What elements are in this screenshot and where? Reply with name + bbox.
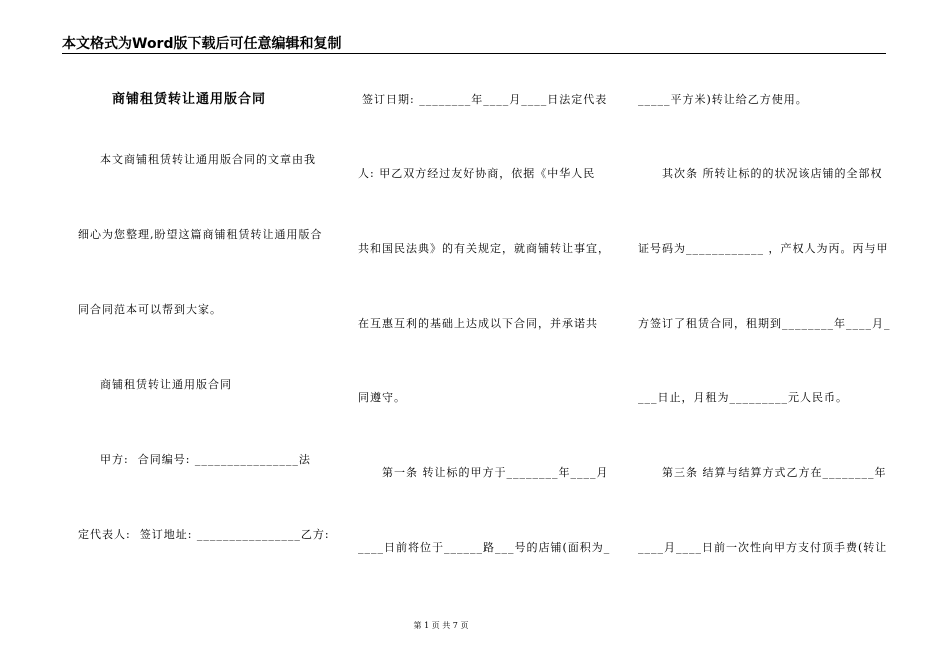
document-title: 商铺租赁转让通用版合同 xyxy=(112,92,267,107)
body-line: 甲方: 合同编号: ________________法 xyxy=(100,453,311,466)
body-line: 细心为您整理,盼望这篇商铺租赁转让通用版合 xyxy=(78,228,323,241)
body-line: 方签订了租赁合同，租期到________年____月_ xyxy=(638,317,891,330)
body-line: 第三条 结算与结算方式乙方在________年 xyxy=(662,466,887,479)
body-line: 本文商铺租赁转让通用版合同的文章由我 xyxy=(100,153,316,166)
body-line: 签订日期: ________年____月____日法定代表 xyxy=(362,93,608,106)
body-line: 共和国民法典》的有关规定，就商铺转让事宜， xyxy=(358,242,610,255)
body-line: ___日止，月租为_________元人民币。 xyxy=(638,391,848,404)
header-rule xyxy=(62,53,886,54)
document-header: 本文格式为Word版下载后可任意编辑和复制 xyxy=(62,36,342,52)
body-line: 同合同范本可以帮到大家。 xyxy=(78,303,222,316)
body-line: 商铺租赁转让通用版合同 xyxy=(100,378,232,391)
body-line: ____日前将位于______路___号的店铺(面积为_ xyxy=(358,541,611,554)
body-line: 定代表人: 签订地址: ________________乙方: xyxy=(78,528,330,541)
body-line: 证号码为____________ ，产权人为丙。丙与甲 xyxy=(638,242,889,255)
body-line: ____月____日前一次性向甲方支付顶手费(转让 xyxy=(638,541,888,554)
body-line: 同遵守。 xyxy=(358,391,406,404)
body-line: _____平方米)转让给乙方使用。 xyxy=(638,93,808,106)
body-line: 在互惠互利的基础上达成以下合同，并承诺共 xyxy=(358,317,598,330)
body-line: 人: 甲乙双方经过友好协商，依据《中华人民 xyxy=(358,167,596,180)
body-line: 第一条 转让标的甲方于________年____月 xyxy=(382,466,609,479)
page-footer: 第 1 页 共 7 页 xyxy=(413,621,469,630)
body-line: 其次条 所转让标的的状况该店铺的全部权 xyxy=(662,167,883,180)
